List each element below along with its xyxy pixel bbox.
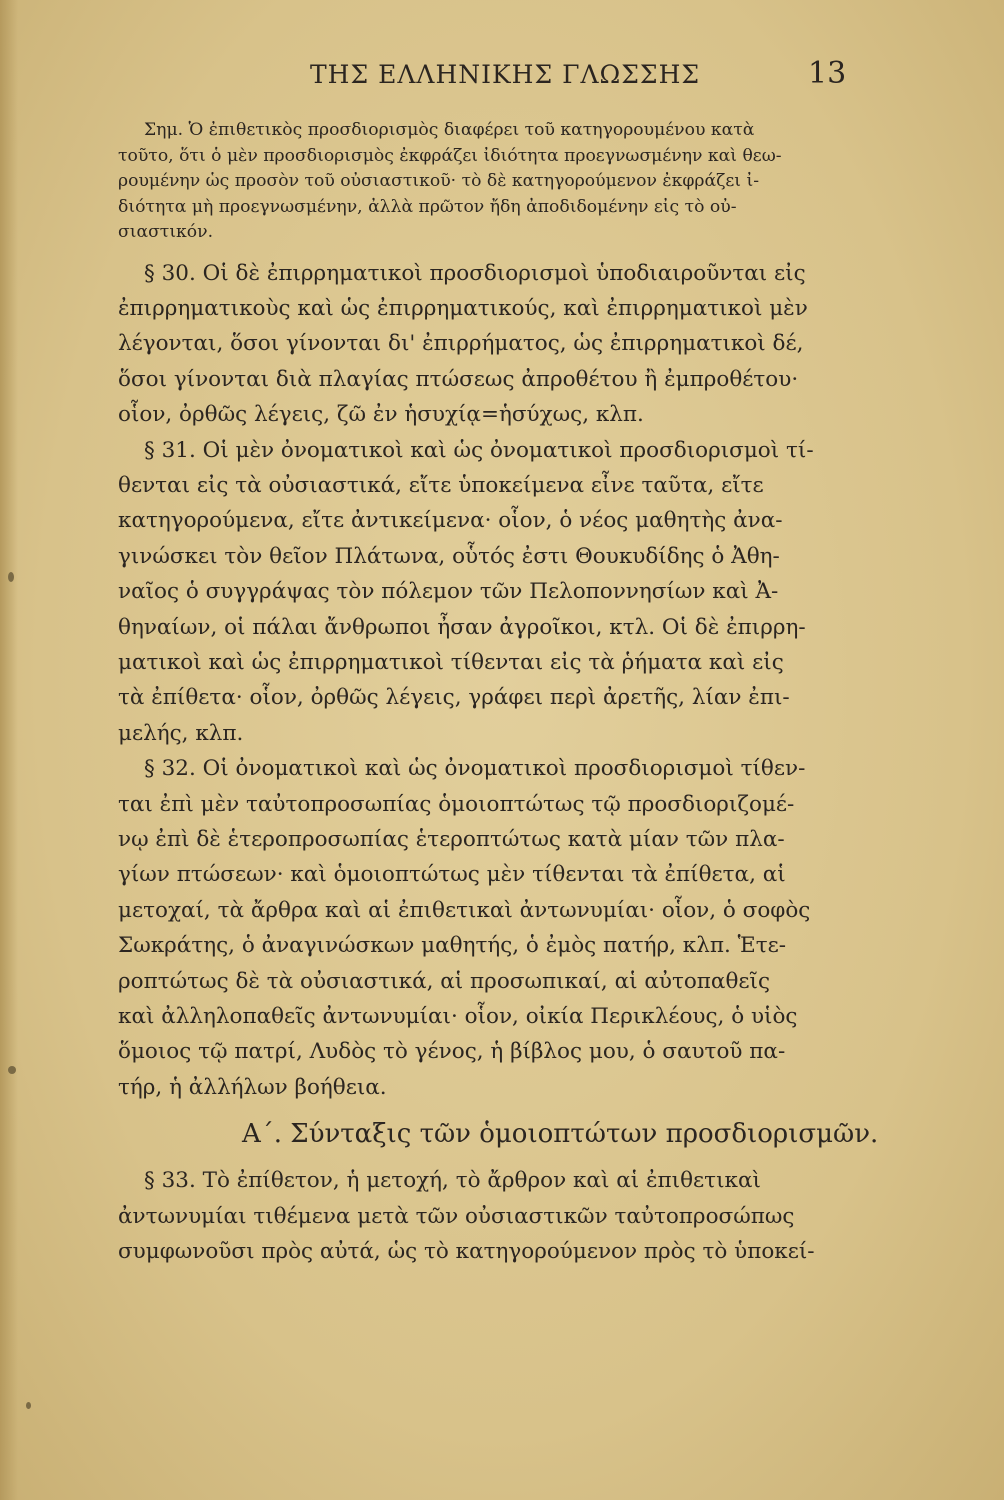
text-line: κατηγορούμενα, εἴτε ἀντικείμενα· οἷον, ὁ νέος μαθητὴς ἀνα- [118, 508, 783, 534]
text-line: ται ἐπὶ μὲν ταὐτοπροσωπίας ὁμοιοπτώτως τῷ προσδιοριζομέ- [118, 791, 795, 817]
text-line: § 33. Τὸ ἐπίθετον, ἡ μετοχή, τὸ ἄρθρον καὶ αἱ ἐπιθετικαὶ [144, 1168, 761, 1194]
text-line: λέγονται, ὅσοι γίνονται δι' ἐπιρρήματος, ὡς ἐπιρρηματικοὶ δέ, [118, 331, 804, 357]
text-line: ὅμοιος τῷ πατρί, Λυδὸς τὸ γένος, ἡ βίβλος μου, ὁ σαυτοῦ πα- [118, 1039, 786, 1065]
paragraph-31 [118, 433, 858, 752]
text-line: Σωκράτης, ὁ ἀναγινώσκων μαθητής, ὁ ἐμὸς πατήρ, κλπ. Ἑτε- [118, 933, 787, 959]
text-line: § 30. Οἱ δὲ ἐπιρρηματικοὶ προσδιορισμοὶ ὑποδιαιροῦνται εἰς [144, 260, 806, 286]
ink-speck [26, 1402, 31, 1409]
text-line: ἀντωνυμίαι τιθέμενα μετὰ τῶν οὐσιαστικῶν ταὐτοπροσώπως [118, 1203, 795, 1229]
text-line: ὅσοι γίνονται διὰ πλαγίας πτώσεως ἀπροθέτου ἢ ἐμπροθέτου· [118, 366, 799, 392]
page-edge-shadow [0, 0, 18, 1500]
section-heading: Α΄. Σύνταξις τῶν ὁμοιοπτώτων προσδιορισμῶν. [242, 1119, 879, 1150]
text-line: τὰ ἐπίθετα· οἷον, ὀρθῶς λέγεις, γράφει περὶ ἀρετῆς, λίαν ἐπι- [118, 685, 790, 711]
text-line: θενται εἰς τὰ οὐσιαστικά, εἴτε ὑποκείμενα εἶνε ταῦτα, εἴτε [118, 472, 764, 498]
paragraph-33 [118, 1163, 858, 1269]
running-title: ΤΗΣ ΕΛΛΗΝΙΚΗΣ ΓΛΩΣΣΗΣ [310, 60, 701, 89]
text-line: ναῖος ὁ συγγράψας τὸν πόλεμον τῶν Πελοποννησίων καὶ Ἀ- [118, 579, 779, 605]
text-line: συμφωνοῦσι πρὸς αὐτά, ὡς τὸ κατηγορούμενον πρὸς τὸ ὑποκεί- [118, 1239, 815, 1265]
footnote-remark [118, 118, 858, 246]
text-line: μετοχαί, τὰ ἄρθρα καὶ αἱ ἐπιθετικαὶ ἀντωνυμίαι· οἷον, ὁ σοφὸς [118, 897, 811, 923]
note-line: Σημ. Ὁ ἐπιθετικὸς προσδιορισμὸς διαφέρει τοῦ κατηγορουμένου κατὰ [144, 120, 755, 140]
ink-speck [8, 572, 14, 582]
text-line: μελής, κλπ. [118, 720, 244, 746]
ink-speck [8, 1066, 16, 1074]
text-line: τήρ, ἡ ἀλλήλων βοήθεια. [118, 1074, 387, 1100]
text-line: θηναίων, οἱ πάλαι ἄνθρωποι ἦσαν ἀγροῖκοι, κτλ. Οἱ δὲ ἐπιρρη- [118, 614, 806, 640]
text-line: § 32. Οἱ ὀνοματικοὶ καὶ ὡς ὀνοματικοὶ προσδιορισμοὶ τίθεν- [144, 756, 806, 782]
paragraph-30 [118, 256, 858, 433]
text-line: § 31. Οἱ μὲν ὀνοματικοὶ καὶ ὡς ὀνοματικοὶ προσδιορισμοὶ τί- [144, 437, 814, 463]
text-line: ἐπιρρηματικοὺς καὶ ὡς ἐπιρρηματικούς, καὶ ἐπιρρηματικοὶ μὲν [118, 295, 808, 321]
text-line: καὶ ἀλληλοπαθεῖς ἀντωνυμίαι· οἷον, οἰκία Περικλέους, ὁ υἱὸς [118, 1004, 798, 1030]
text-line: ματικοὶ καὶ ὡς ἐπιρρηματικοὶ τίθενται εἰς τὰ ῥήματα καὶ εἰς [118, 649, 784, 675]
paragraph-32 [118, 751, 858, 1105]
text-line: ροπτώτως δὲ τὰ οὐσιαστικά, αἱ προσωπικαί, αἱ αὐτοπαθεῖς [118, 968, 771, 994]
note-line: ρουμένην ὡς προσὸν τοῦ οὐσιαστικοῦ· τὸ δὲ κατηγορούμενον ἐκφράζει ἰ- [118, 171, 760, 191]
text-line: γίων πτώσεων· καὶ ὁμοιοπτώτως μὲν τίθενται τὰ ἐπίθετα, αἱ [118, 862, 786, 888]
text-line: γινώσκει τὸν θεῖον Πλάτωνα, οὗτός ἐστι Θουκυδίδης ὁ Ἀθη- [118, 543, 780, 569]
text-line: οἷον, ὀρθῶς λέγεις, ζῶ ἐν ἡσυχίᾳ=ἡσύχως, κλπ. [118, 402, 644, 428]
page-number: 13 [808, 56, 847, 91]
page-body [118, 118, 879, 1269]
text-line: νῳ ἐπὶ δὲ ἑτεροπροσωπίας ἑτεροπτώτως κατὰ μίαν τῶν πλα- [118, 827, 785, 852]
note-line: σιαστικόν. [118, 222, 214, 242]
note-line: τοῦτο, ὅτι ὁ μὲν προσδιορισμὸς ἐκφράζει ἰδιότητα προεγνωσμένην καὶ θεω- [118, 145, 782, 166]
page-header [0, 56, 1004, 94]
note-line: διότητα μὴ προεγνωσμένην, ἀλλὰ πρῶτον ἤδη ἀποδιδομένην εἰς τὸ οὐ- [118, 196, 737, 217]
